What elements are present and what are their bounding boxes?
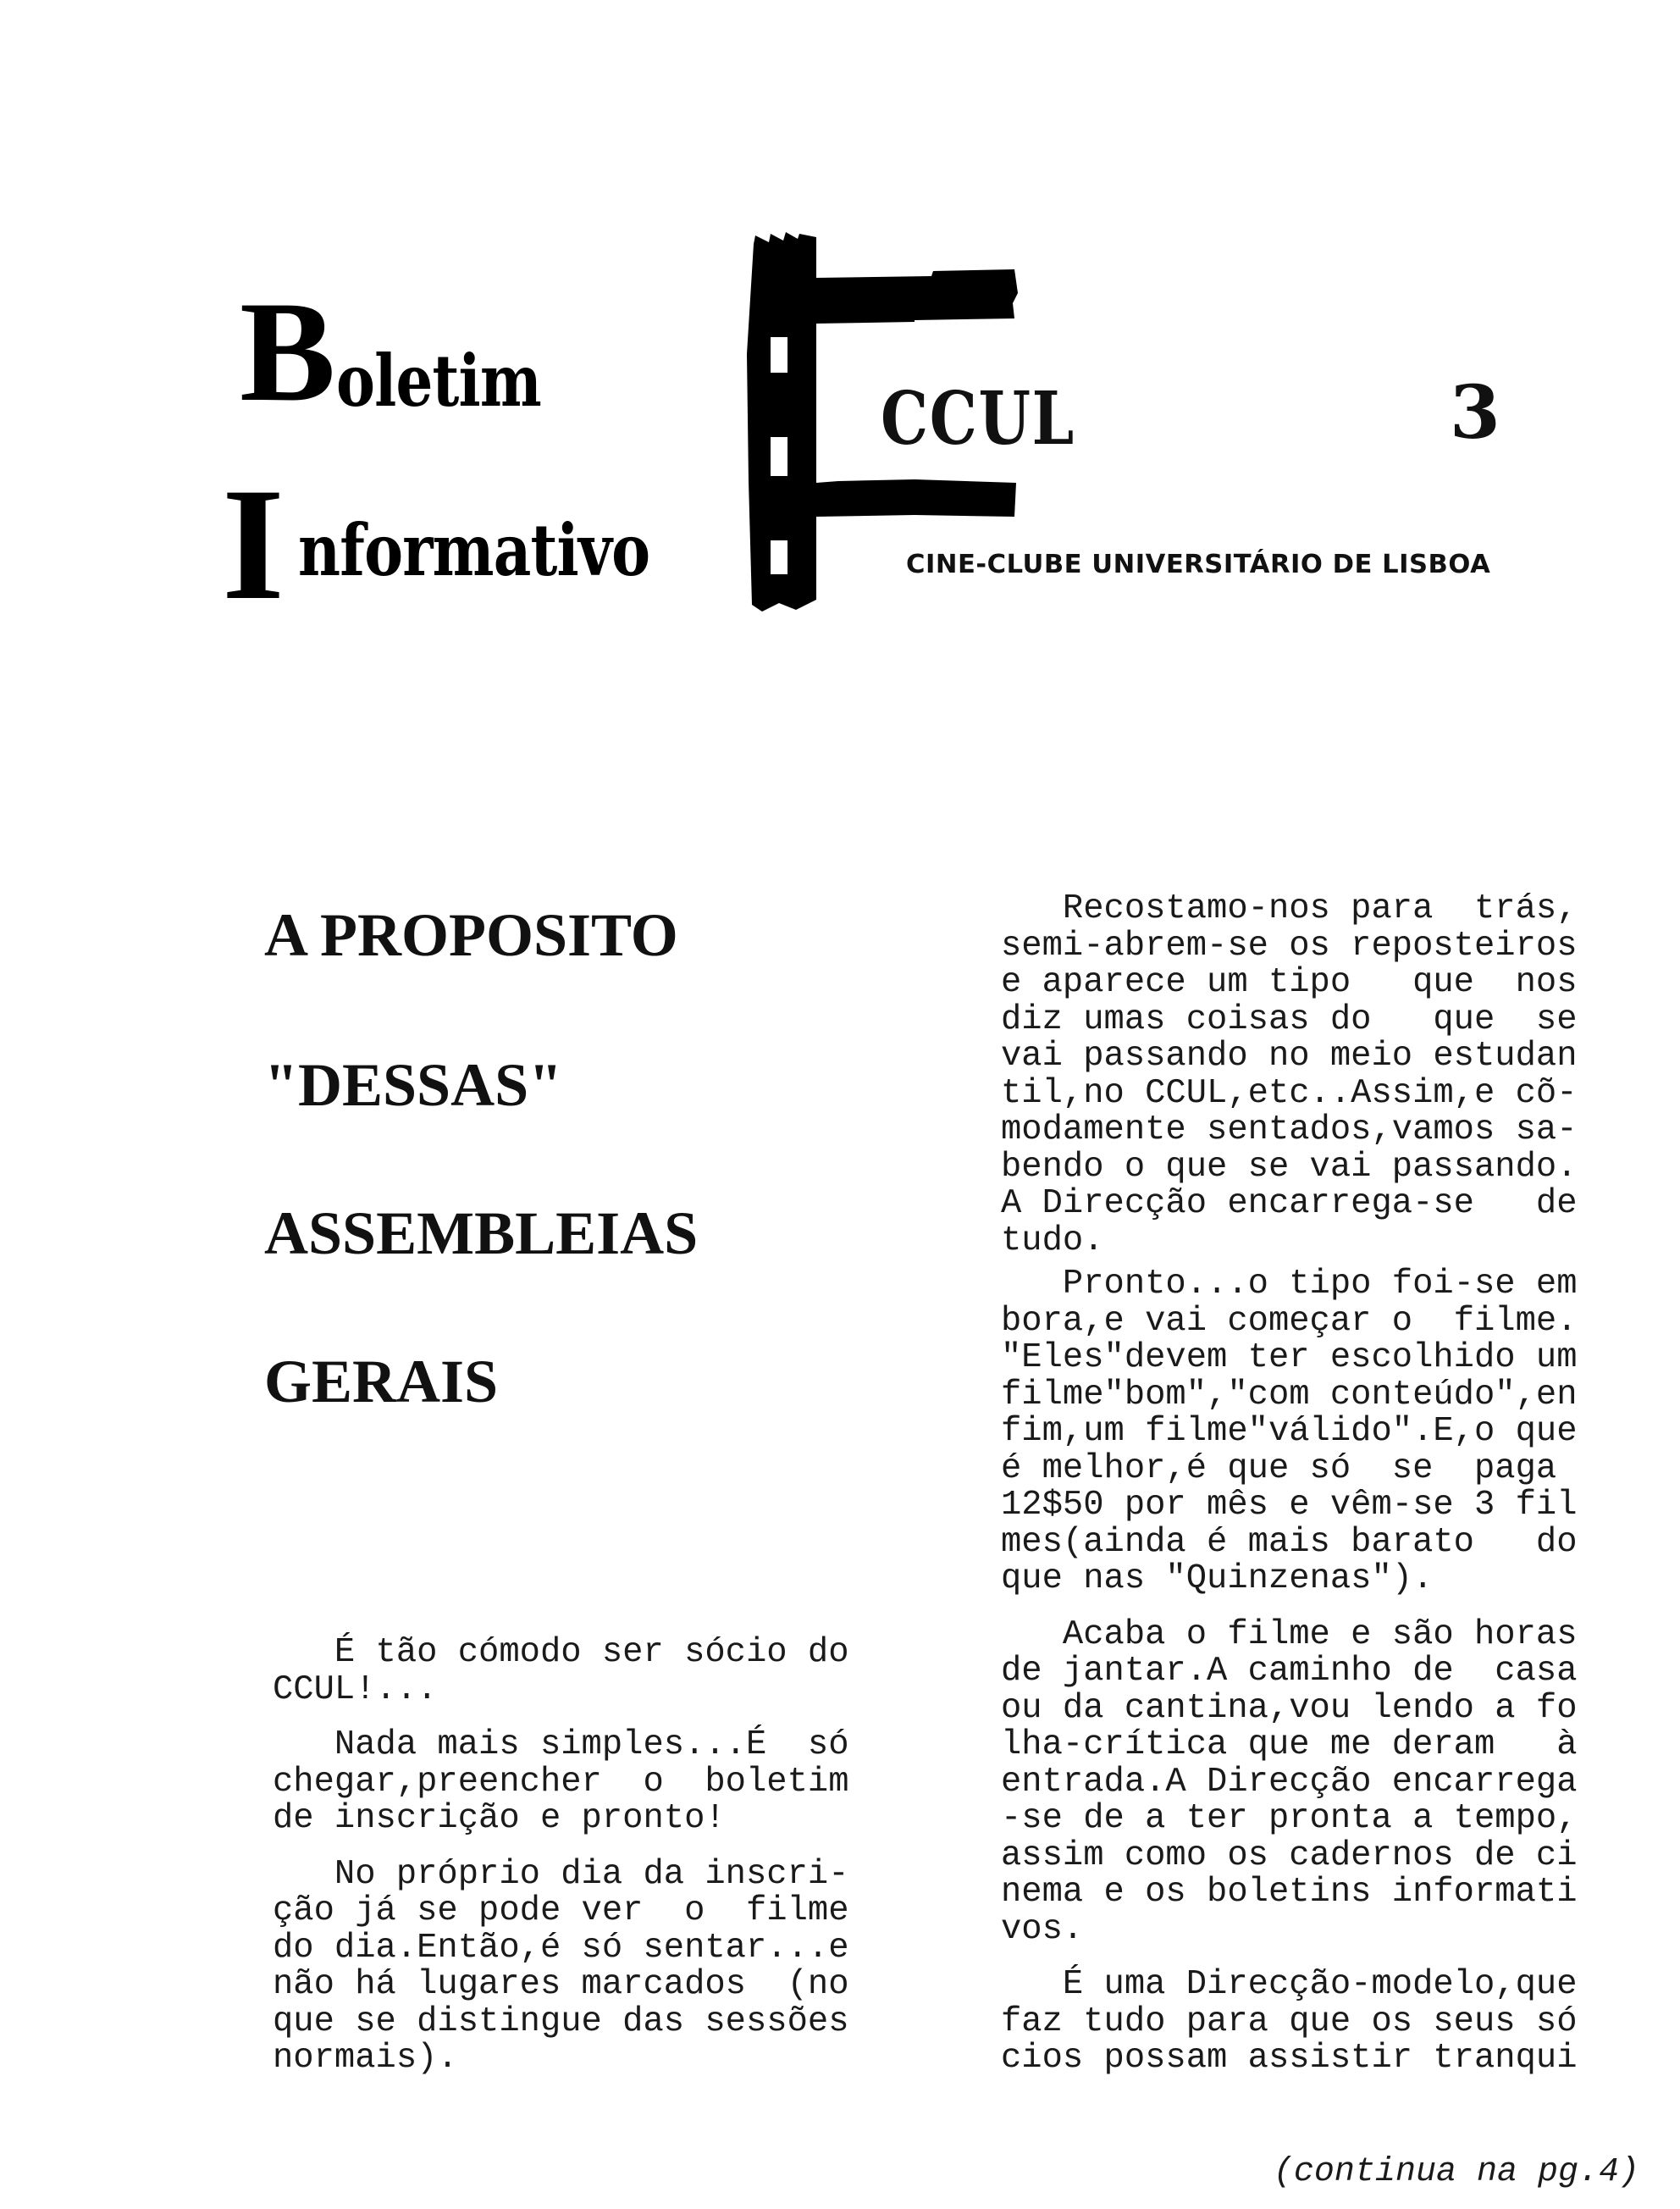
text-line: Acaba o filme e são horas bbox=[1001, 1614, 1578, 1654]
text-line: CCUL!... bbox=[273, 1669, 438, 1709]
paragraph bbox=[1001, 891, 1578, 1260]
text-line: til,no CCUL,etc..Assim,e cõ- bbox=[1001, 1073, 1578, 1113]
article-left-column bbox=[273, 1635, 849, 2078]
text-line: faz tudo para que os seus só bbox=[1001, 2001, 1578, 2041]
text-line: bora,e vai começar o filme. bbox=[1001, 1301, 1578, 1341]
text-line: ou da cantina,vou lendo a fo bbox=[1001, 1688, 1578, 1728]
masthead-boletim-rest: oletim bbox=[336, 339, 541, 423]
text-line: é melhor,é que só se paga bbox=[1001, 1448, 1557, 1488]
text-line: Nada mais simples...É só bbox=[273, 1725, 849, 1764]
text-line: -se de a ter pronta a tempo, bbox=[1001, 1799, 1578, 1838]
text-line: diz umas coisas do que se bbox=[1001, 999, 1578, 1039]
text-line: vos. bbox=[1001, 1909, 1084, 1949]
text-line: mes(ainda é mais barato do bbox=[1001, 1522, 1578, 1562]
headline-line-3: ASSEMBLEIAS bbox=[264, 1199, 699, 1267]
text-line: lha-crítica que me deram à bbox=[1001, 1725, 1578, 1764]
paragraph bbox=[1001, 1266, 1578, 1598]
text-line: entrada.A Direcção encarrega bbox=[1001, 1762, 1578, 1802]
text-line: "Eles"devem ter escolhido um bbox=[1001, 1338, 1578, 1377]
masthead-full-name: CINE-CLUBE UNIVERSITÁRIO DE LISBOA bbox=[906, 550, 1491, 579]
text-line: de jantar.A caminho de casa bbox=[1001, 1652, 1578, 1691]
masthead-boletim-initial: B bbox=[240, 272, 336, 431]
text-line: de inscrição e pronto! bbox=[273, 1799, 726, 1838]
text-line: assim como os cadernos de ci bbox=[1001, 1835, 1578, 1875]
paragraph bbox=[273, 1854, 849, 2078]
film-sprocket-hole bbox=[771, 337, 788, 373]
text-line: filme"bom","com conteúdo",en bbox=[1001, 1375, 1578, 1415]
film-sprocket-hole bbox=[771, 540, 788, 574]
text-line: 12$50 por mês e vêm-se 3 fil bbox=[1001, 1486, 1578, 1525]
headline-line-2: "DESSAS" bbox=[264, 1051, 563, 1119]
masthead-informativo-initial: I bbox=[222, 456, 285, 634]
text-line: No próprio dia da inscri- bbox=[273, 1854, 849, 1894]
masthead-ccul-abbreviation: CCUL bbox=[881, 376, 1075, 462]
text-line: cios possam assistir tranqui bbox=[1001, 2039, 1578, 2078]
text-line: que nas "Quinzenas"). bbox=[1001, 1559, 1434, 1598]
text-line: normais). bbox=[273, 2039, 458, 2078]
masthead-informativo-rest: nformativo bbox=[298, 508, 650, 592]
text-line: semi-abrem-se os reposteiros bbox=[1001, 926, 1578, 966]
headline-line-1: A PROPOSITO bbox=[264, 901, 678, 969]
paragraph bbox=[273, 1635, 849, 1708]
article-right-column bbox=[1001, 891, 1578, 2078]
text-line: É tão cómodo ser sócio do bbox=[273, 1633, 849, 1672]
text-line: fim,um filme"válido".E,o que bbox=[1001, 1412, 1578, 1451]
paragraph bbox=[1001, 1614, 1578, 1949]
text-line: Pronto...o tipo foi-se em bbox=[1001, 1265, 1578, 1304]
paragraph bbox=[273, 1727, 849, 1838]
headline-line-4: GERAIS bbox=[264, 1348, 499, 1415]
text-line: bendo o que se vai passando. bbox=[1001, 1147, 1578, 1187]
text-line: A Direcção encarrega-se de bbox=[1001, 1184, 1578, 1223]
text-line: modamente sentados,vamos sa- bbox=[1001, 1110, 1578, 1149]
text-line: tudo. bbox=[1001, 1221, 1104, 1260]
text-line: do dia.Então,é só sentar...e bbox=[273, 1928, 849, 1968]
text-line: não há lugares marcados (no bbox=[273, 1965, 849, 2004]
text-line: que se distingue das sessões bbox=[273, 2001, 849, 2041]
text-line: nema e os boletins informati bbox=[1001, 1873, 1578, 1912]
text-line: vai passando no meio estudan bbox=[1001, 1037, 1578, 1076]
film-sprocket-hole bbox=[771, 437, 788, 476]
continuation-note: (continua na pg.4) bbox=[1273, 2153, 1639, 2191]
text-line: chegar,preencher o boletim bbox=[273, 1762, 849, 1802]
text-line: É uma Direcção-modelo,que bbox=[1001, 1965, 1578, 2004]
text-line: ção já se pode ver o filme bbox=[273, 1891, 849, 1930]
issue-number: 3 bbox=[1450, 370, 1500, 456]
text-line: Recostamo-nos para trás, bbox=[1001, 889, 1578, 928]
text-line: e aparece um tipo que nos bbox=[1001, 963, 1578, 1002]
paragraph bbox=[1001, 1967, 1578, 2078]
